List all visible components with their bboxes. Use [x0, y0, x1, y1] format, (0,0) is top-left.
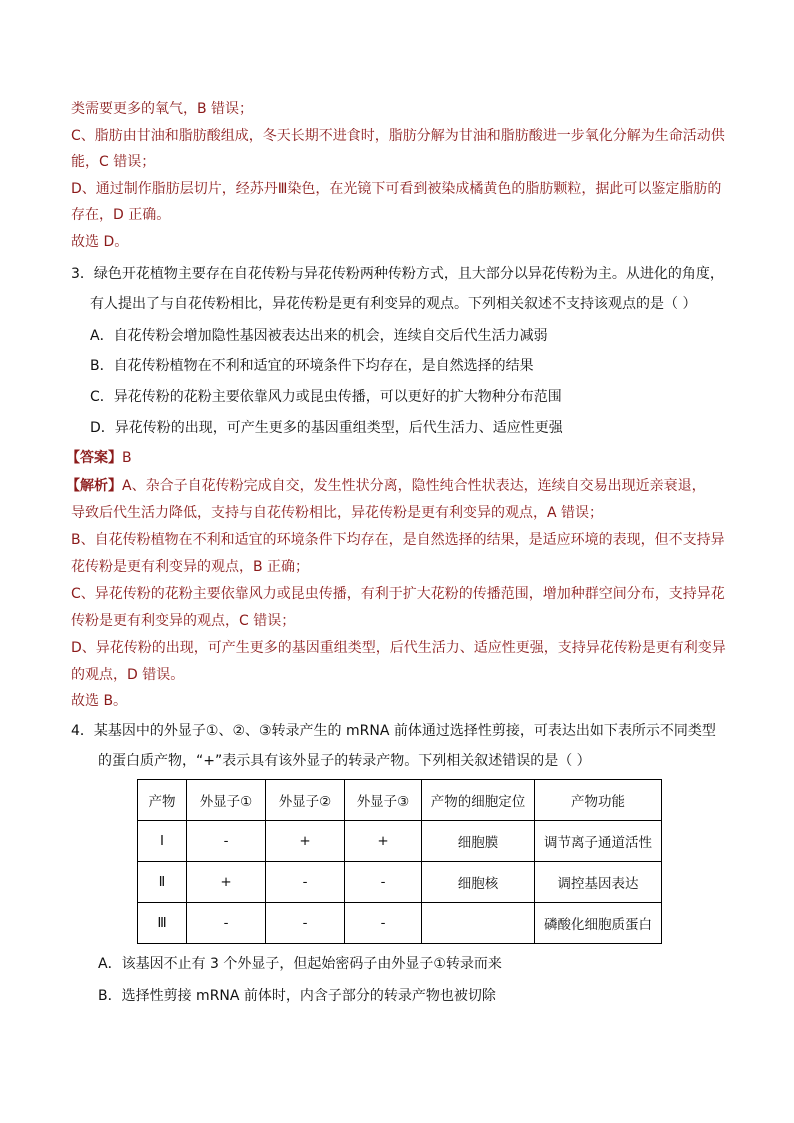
table-cell: Ⅰ: [138, 821, 187, 862]
q3-analysis-line: 传粉是更有利变异的观点，C 错误；: [71, 613, 296, 629]
prev-analysis-line: 能，C 错误；: [71, 154, 156, 170]
prev-analysis-line: C、脂肪由甘油和脂肪酸组成，冬天长期不进食时，脂肪分解为甘油和脂肪酸进一步氧化分解为生命活动供: [71, 128, 725, 144]
table-cell: -: [266, 862, 345, 903]
q4-stem-line: 的蛋白质产物，“+”表示具有该外显子的转录产物。下列相关叙述错误的是（ ）: [98, 753, 591, 769]
q3-option-c: C．异花传粉的花粉主要依靠风力或昆虫传播，可以更好的扩大物种分布范围: [90, 389, 562, 405]
q3-option-b: B．自花传粉植物在不利和适宜的环境条件下均存在，是自然选择的结果: [90, 358, 534, 374]
q3-analysis-first: [66, 476, 726, 496]
q4-option-b: B．选择性剪接 mRNA 前体时，内含子部分的转录产物也被切除: [98, 988, 496, 1004]
table-cell: -: [187, 821, 266, 862]
q3-analysis-line: 花传粉是更有利变异的观点，B 正确；: [71, 559, 310, 575]
table-cell: -: [345, 903, 422, 944]
prev-analysis-line: 存在，D 正确。: [71, 207, 171, 223]
q3-analysis-line: D、异花传粉的出现，可产生更多的基因重组类型，后代生活力、适应性更强，支持异花传粉是更有利变异: [71, 640, 726, 656]
table-cell: 磷酸化细胞质蛋白: [535, 903, 662, 944]
q3-stem-line: 有人提出了与自花传粉相比，异花传粉是更有利变异的观点。下列相关叙述不支持该观点的是（ ）: [90, 296, 697, 312]
q4-stem-line: 4．某基因中的外显子①、②、③转录产生的 mRNA 前体通过选择性剪接，可表达出如下表所示不同类型: [71, 723, 716, 739]
table-row: [138, 821, 662, 862]
q3-analysis-line: B、自花传粉植物在不利和适宜的环境条件下均存在，是自然选择的结果，是适应环境的表现，但不支持异: [71, 532, 725, 548]
table-cell: Ⅱ: [138, 862, 187, 903]
q3-analysis-line: C、异花传粉的花粉主要依靠风力或昆虫传播，有利于扩大花粉的传播范围，增加种群空间分布，支持异花: [71, 586, 725, 602]
q3-option-d: D．异花传粉的出现，可产生更多的基因重组类型，后代生活力、适应性更强: [90, 420, 563, 436]
table-cell: +: [187, 862, 266, 903]
table-header-cell: 外显子③: [345, 780, 422, 821]
prev-analysis-line: 故选 D。: [71, 234, 129, 250]
table-cell: -: [266, 903, 345, 944]
table-header-cell: 外显子①: [187, 780, 266, 821]
q3-analysis-line: 的观点，D 错误。: [71, 667, 185, 683]
prev-analysis-line: 类需要更多的氧气，B 错误；: [71, 101, 254, 117]
table-cell: -: [187, 903, 266, 944]
table-cell: Ⅲ: [138, 903, 187, 944]
answer-label: 【答案】: [66, 450, 122, 466]
table-cell: +: [266, 821, 345, 862]
table-header-cell: 产物功能: [535, 780, 662, 821]
table-row: [138, 903, 662, 944]
table-cell: 细胞核: [422, 862, 535, 903]
table-header-cell: 产物的细胞定位: [422, 780, 535, 821]
table-cell: 调节离子通道活性: [535, 821, 662, 862]
table-cell: -: [345, 862, 422, 903]
prev-analysis-line: D、通过制作脂肪层切片，经苏丹Ⅲ染色，在光镜下可看到被染成橘黄色的脂肪颗粒，据此可以鉴定脂肪的: [71, 181, 722, 197]
q3-stem-line: 3．绿色开花植物主要存在自花传粉与异花传粉两种传粉方式，且大部分以异花传粉为主。从进化的角度，: [71, 266, 724, 282]
table-header-cell: 外显子②: [266, 780, 345, 821]
exon-product-table: [137, 779, 662, 944]
answer-value: B: [122, 450, 132, 466]
q3-analysis-line: 故选 B。: [71, 693, 128, 709]
table-row: [138, 862, 662, 903]
q4-option-a: A．该基因不止有 3 个外显子，但起始密码子由外显子①转录而来: [98, 956, 502, 972]
table-header-row: [138, 780, 662, 821]
table-cell: 细胞膜: [422, 821, 535, 862]
analysis-text: A、杂合子自花传粉完成自交，发生性状分离，隐性纯合性状表达，连续自交易出现近亲衰退，: [122, 478, 706, 494]
table-cell: [422, 903, 535, 944]
q3-analysis-line: 导致后代生活力降低，支持与自花传粉相比，异花传粉是更有利变异的观点，A 错误；: [71, 505, 604, 521]
q3-answer: [66, 448, 726, 468]
analysis-label: 【解析】: [66, 478, 122, 494]
q3-option-a: A．自花传粉会增加隐性基因被表达出来的机会，连续自交后代生活力减弱: [90, 328, 548, 344]
table-cell: 调控基因表达: [535, 862, 662, 903]
table-header-cell: 产物: [138, 780, 187, 821]
table-cell: +: [345, 821, 422, 862]
